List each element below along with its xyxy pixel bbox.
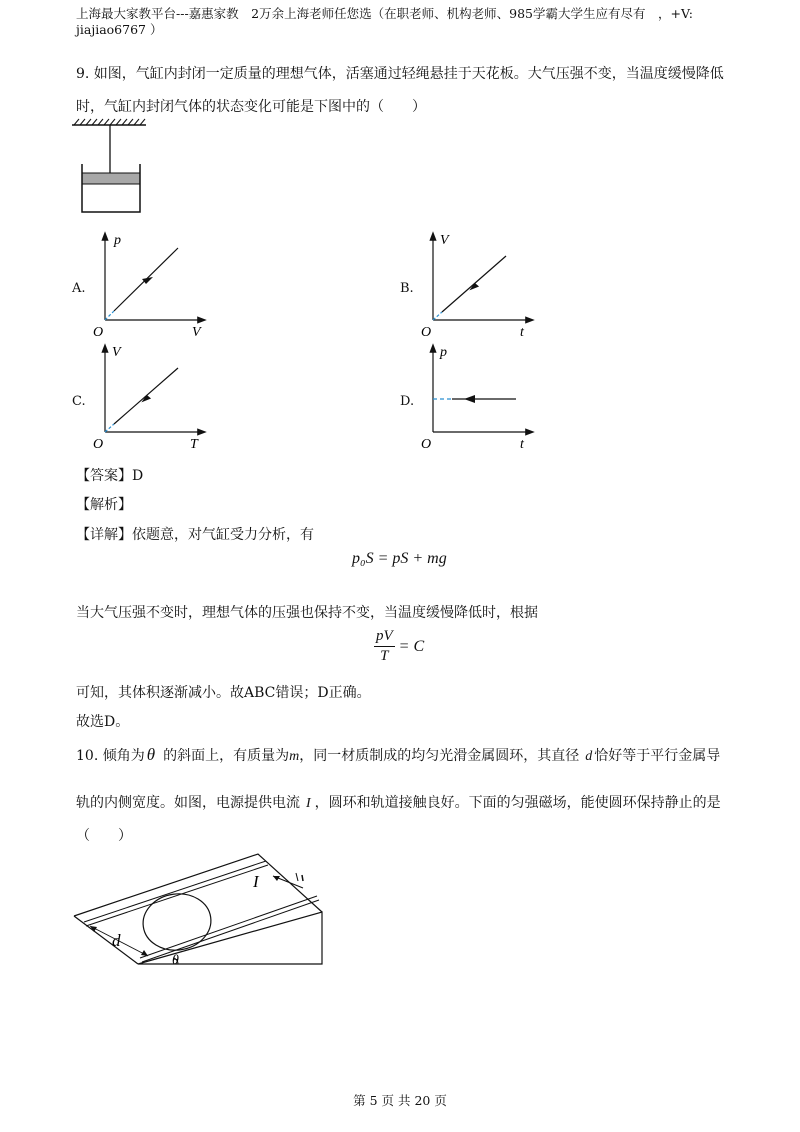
header-line-1: 上海最大家教平台---嘉惠家教 2万余上海老师任您选（在职老师、机构老师、985学霸大学生应有尽有 ，+V: [76,6,693,21]
q9-equation-2-numerator: pV [374,628,395,647]
q9-equation-2-fraction [374,628,395,665]
incline-rails-figure [70,846,332,972]
page-footer: 第 5 页 共 20 页 [353,1093,447,1108]
q9-detail: 【详解】依题意，对气缸受力分析，有 [76,527,314,543]
option-d-origin: O [421,437,432,452]
option-c-ylabel: V [112,345,121,360]
option-d-xlabel: t [520,437,524,452]
q10-diameter-symbol: d [585,749,593,764]
q10-line-1 [76,745,720,765]
option-a-origin: O [93,325,104,340]
option-a-ylabel: p [114,233,121,248]
q9-equation-1: p₀S = pS + mg [352,550,447,567]
q9-stem-line-1: 9. 如图，气缸内封闭一定质量的理想气体，活塞通过轻绳悬挂于天花板。大气压强不变，当温度缓慢降低 [76,66,724,82]
option-c-label: C. [72,394,86,409]
q10-theta-symbol: θ [146,745,156,764]
q9-explanation-line-b: 可知，其体积逐渐减小。故ABC错误；D正确。 [76,685,371,701]
incline-diameter-label: d [112,931,121,950]
option-d-graph [418,340,538,452]
q9-equation-2-rhs: = C [398,637,425,655]
q9-equation-2-denominator: T [380,648,389,664]
q10-line-2-part-b: ，圆环和轨道接触良好。下面的匀强磁场，能使圆环保持静止的是 [314,795,721,811]
q10-line-1-part-d: 恰好等于平行金属导 [594,748,721,764]
q10-line-2-part-a: 轨的内侧宽度。如图，电源提供电流 [76,795,300,811]
q9-explanation-line-a: 当大气压强不变时，理想气体的压强也保持不变，当温度缓慢降低时，根据 [76,605,538,621]
q9-analysis-heading: 【解析】 [76,497,132,513]
option-b-origin: O [421,325,432,340]
q10-line-2 [76,792,721,812]
q9-equation-2 [374,628,424,665]
option-c-origin: O [93,437,104,452]
option-b-xlabel: t [520,325,524,340]
option-b-graph [418,228,538,340]
cylinder-figure [70,118,150,218]
option-b-ylabel: V [440,233,449,248]
q10-current-symbol: I [306,796,311,811]
option-d-label: D. [400,394,415,409]
incline-current-label: I [253,872,259,891]
q10-line-1-part-a: 10. 倾角为 [76,748,145,764]
q10-line-1-part-c: ，同一材质制成的均匀光滑金属圆环，其直径 [299,748,580,764]
header-line-2: jiajiao6767 ） [76,22,163,37]
option-a-label: A. [72,281,86,296]
q10-line-3: （ ） [76,828,132,844]
option-c-graph [90,340,210,452]
option-a-graph [90,228,210,340]
q10-mass-symbol: m [289,749,300,764]
option-a-xlabel: V [192,325,201,340]
incline-angle-label: θ [172,953,179,968]
option-d-ylabel: p [440,345,447,360]
option-b-label: B. [400,281,414,296]
q9-stem-line-2: 时，气缸内封闭气体的状态变化可能是下图中的（ ） [76,99,426,115]
option-c-xlabel: T [190,437,198,452]
page-header [76,6,736,38]
q9-conclusion: 故选D。 [76,714,130,730]
q9-answer: 【答案】D [76,468,144,484]
q10-line-1-part-b: 的斜面上，有质量为 [163,748,290,764]
